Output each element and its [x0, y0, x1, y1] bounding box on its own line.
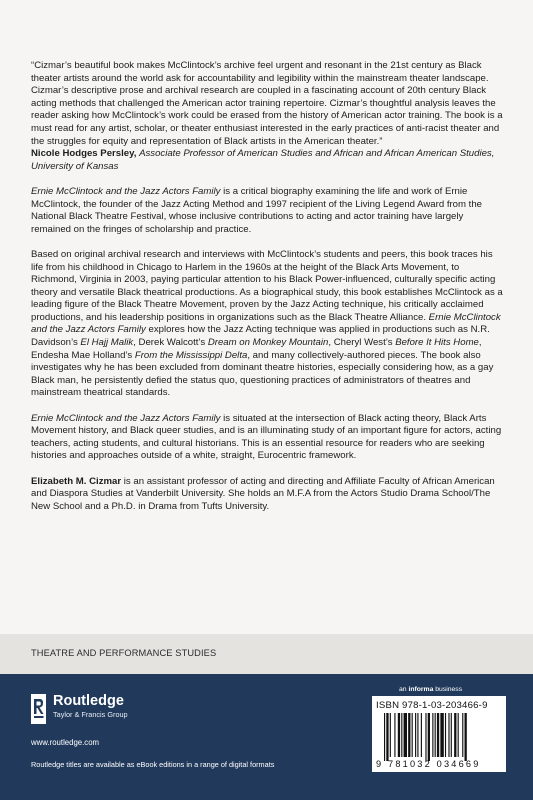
- barcode-bar: [398, 713, 400, 757]
- research-paragraph: [31, 249, 503, 400]
- isbn-barcode: [372, 696, 506, 772]
- informa-prefix: an: [399, 686, 409, 693]
- barcode-bar: [435, 713, 436, 757]
- publisher-band: [0, 674, 533, 800]
- barcode-bar: [404, 713, 407, 757]
- back-cover-text: [31, 60, 503, 526]
- book-title-ref: Ernie McClintock and the Jazz Actors Family: [31, 311, 501, 336]
- praise-author: Nicole Hodges Persley,: [31, 148, 137, 160]
- praise-quote: “Cizmar’s beautiful book makes McClintock’s archive feel urgent and resonant in the 21st century as Black theater artists around the world ask for accountability and legibility within the mainstream theater landscape. Cizmar’s descriptive prose and archival research are coupled in a fascinating account of 20th century Black acting methods that challenged the American actor training repertoire. Cizmar’s thoughtful analysis leaves the reader asking how McClintock’s work could be erased from the history of American actor training. The book is a must read for any artist, scholar, or theater enthusiast interested in the early practices of anti-racist theater and the struggles for equity and representation of Black artists in the American theater.”: [31, 60, 503, 147]
- barcode-bar: [390, 713, 391, 757]
- play-title: Before It Hits Home: [395, 337, 479, 349]
- intro-paragraph: [31, 186, 503, 236]
- barcode-bar: [432, 713, 433, 757]
- barcode-bar: [445, 713, 446, 757]
- subject-category: THEATRE AND PERFORMANCE STUDIES: [31, 648, 217, 658]
- barcode-bar: [462, 713, 463, 757]
- intersection-text: is situated at the intersection of Black acting theory, Black Arts Movement history, and Black queer studies, and is an illuminating study of an important figure for actors, acting teachers, acting students, and cultural historians. This is an essential resource for readers who are seeking histories and approaches outside of a white, straight, Eurocentric framework.: [31, 412, 502, 462]
- barcode-bar: [437, 713, 439, 757]
- barcode-bar: [465, 713, 467, 761]
- subject-band: [0, 634, 533, 674]
- barcode-bar: [417, 713, 418, 757]
- barcode-bar: [440, 713, 443, 757]
- research-text-a: Based on original archival research and interviews with McClintock’s students and peers, this book traces his life from his childhood in Chicago to Harlem in the 1960s at the height of the Black Arts Movement, to Richmond, Virginia in 2003, paying particular attention to his Black Power-influenced, culturally specific acting theory and versatile Black theatrical productions. As a biographical study, this book establishes McClintock as a leading figure of the Black Theatre Movement, proven by the Jazz Acting technique, his critically acclaimed productions, and his leadership positions in organizations such as the Black Theatre Alliance.: [31, 248, 503, 323]
- barcode-bar: [428, 713, 430, 761]
- praise-blurb: [31, 60, 503, 173]
- play-title: El Hajj Malik: [80, 337, 134, 349]
- barcode-bar: [412, 713, 413, 757]
- research-text-b: explores how the Jazz Acting technique was applied in productions such as N.R. Davidson’s: [31, 324, 490, 349]
- barcode-bar: [386, 713, 388, 761]
- barcode-bar: [425, 713, 426, 761]
- barcode-bar: [408, 713, 410, 757]
- barcode-bar: [451, 713, 452, 757]
- intro-text: is a critical biography examining the life and work of Ernie McClintock, the founder of the Jazz Acting Method and 1997 recipient of the Living Legend Award from the National Black Theatre Festival, whose inclusive contributions to acting and actor training have largely remained on the fringes of scholarship and practice.: [31, 185, 483, 235]
- informa-business-label: [399, 686, 462, 693]
- research-text-e: , Endesha Mae Holland’s: [31, 337, 482, 361]
- book-title-ref: Ernie McClintock and the Jazz Actors Family: [31, 412, 221, 424]
- research-text-c: , Derek Walcott’s: [133, 337, 208, 349]
- author-name: Elizabeth M. Cizmar: [31, 475, 122, 487]
- routledge-r-logo-icon: [31, 694, 46, 724]
- intersection-paragraph: [31, 413, 503, 463]
- barcode-bar: [394, 713, 395, 757]
- research-text-f: , and many collectively-authored pieces. The book also investigates why he has been excluded from dominant theatre histories, especially considering how, as a gay Black man, he persistently defied the status quo, questioning practices of administrators of theatres and mainstream theatrical standards.: [31, 349, 494, 399]
- barcode-bar: [415, 713, 416, 757]
- publisher-subtitle: Taylor & Francis Group: [53, 710, 128, 719]
- publisher-website[interactable]: www.routledge.com: [31, 738, 100, 747]
- informa-word: informa: [408, 686, 434, 693]
- barcode-bar: [421, 713, 422, 757]
- barcode-bar: [458, 713, 459, 757]
- book-title-ref: Ernie McClintock and the Jazz Actors Family: [31, 185, 221, 197]
- barcode-bar: [454, 713, 456, 757]
- barcode-bar: [384, 713, 385, 761]
- research-text-d: , Cheryl West’s: [328, 337, 396, 349]
- ebook-note: Routledge titles are available as eBook editions in a range of digital formats: [31, 760, 275, 769]
- author-bio: [31, 476, 503, 514]
- play-title: From the Mississippi Delta: [134, 349, 248, 361]
- play-title: Dream on Monkey Mountain: [207, 337, 329, 349]
- barcode-digits: 9 781032 034669: [376, 759, 481, 769]
- praise-author-role: Associate Professor of American Studies and African and African American Studies, University of Kansas: [31, 148, 495, 172]
- isbn-label: ISBN 978-1-03-203466-9: [376, 700, 488, 711]
- barcode-bar: [448, 713, 449, 757]
- author-bio-text: is an assistant professor of acting and directing and Affiliate Faculty of African American and Diaspora Studies at Vanderbilt University. She holds an M.F.A from the Actors Studio Drama School/The New School and a Ph.D. in Drama from Tufts University.: [31, 475, 495, 512]
- publisher-name: Routledge: [53, 693, 124, 709]
- informa-suffix: business: [433, 686, 463, 693]
- barcode-bar: [401, 713, 402, 757]
